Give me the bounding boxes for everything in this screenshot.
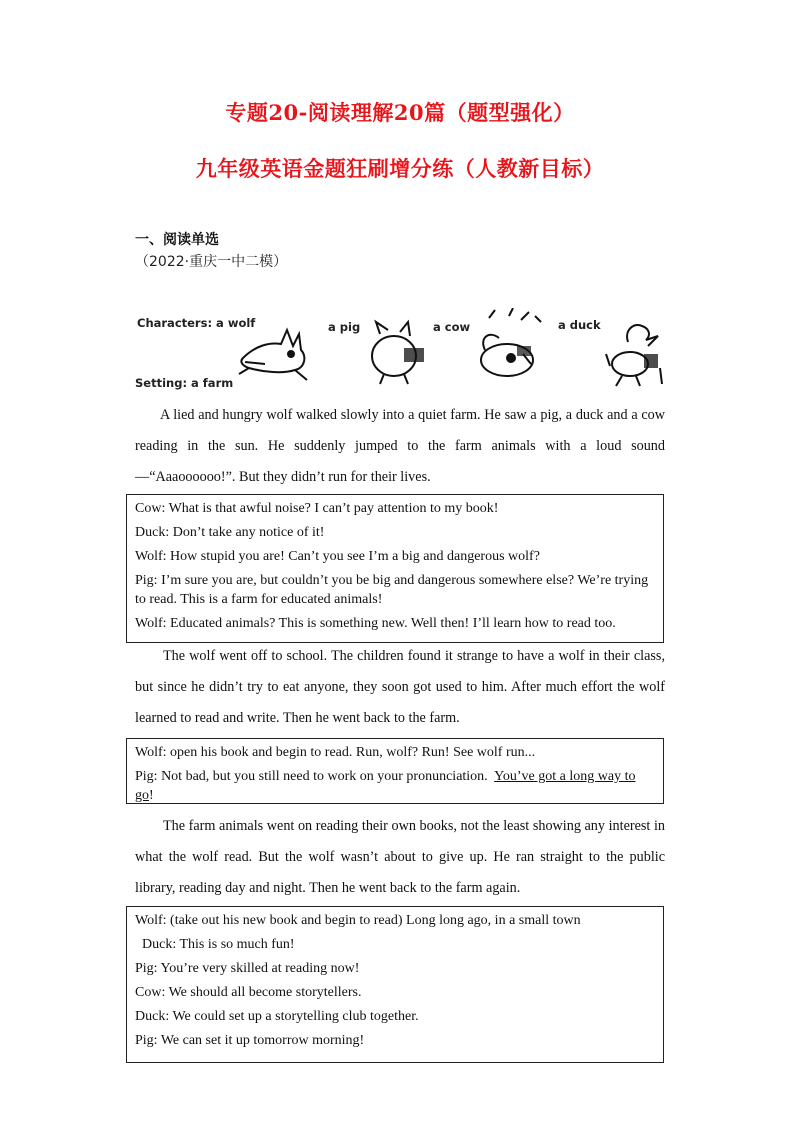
pig-remark: Pig: Not bad, but you still need to work on your pronunciation. [135,769,495,784]
dialogue-box-1 [126,494,664,643]
exclamation-mark: ! [149,788,154,803]
source-note: （2022·重庆一中二模） [135,254,288,270]
dialogue-box-2 [126,738,664,804]
dialogue-line: Pig: I’m sure you are, but couldn’t you be big and dangerous somewhere else? We’re trying to read. This is a farm for educated animals! [135,573,649,607]
dialogue-line: Wolf: open his book and begin to read. Run, wolf? Run! See wolf run... [135,745,536,760]
dialogue-line: Wolf: How stupid you are! Can’t you see I’m a big and dangerous wolf? [135,549,540,564]
dialogue-line: Wolf: Educated animals? This is something new. Well then! I’ll learn how to read too. [135,616,616,631]
dialogue-line: Cow: We should all become storytellers. [135,985,362,1000]
wolf-drawing [235,316,315,382]
dialogue-line: Wolf: (take out his new book and begin to read) Long long ago, in a small town [135,913,581,928]
story-illustration [135,302,667,394]
characters-label: Characters: a wolf [137,316,256,330]
story-paragraph-1: A lied and hungry wolf walked slowly into a quiet farm. He saw a pig, a duck and a cow reading in the sun. He suddenly jumped to the farm animals with a loud sound—“Aaaoooooo!”. But they didn’t run for their lives. [135,407,665,485]
cow-drawing [469,308,549,386]
underlined-phrase: You’ve got a long way to go [135,769,636,803]
dialogue-line: Pig: You’re very skilled at reading now! [135,961,360,976]
pig-drawing [360,318,435,386]
dialogue-line: Duck: This is so much fun! [135,937,295,952]
setting-label: Setting: a farm [135,376,234,390]
cow-label: a cow [433,320,471,334]
pig-label: a pig [328,320,361,334]
dialogue-line: Pig: We can set it up tomorrow morning! [135,1033,365,1048]
story-paragraph-3: The farm animals went on reading their own books, not the least showing any interest in what the wolf read. But the wolf wasn’t about to give up. He ran straight to the public library, reading day and night. Then he went back to the farm again. [135,818,665,896]
dialogue-line: Cow: What is that awful noise? I can’t pay attention to my book! [135,501,499,516]
dialogue-line: Duck: Don’t take any notice of it! [135,525,325,540]
title-line-2: 九年级英语金题狂刷增分练（人教新目标） [195,156,605,181]
story-paragraph-2: The wolf went off to school. The children found it strange to have a wolf in their class, but since he didn’t try to eat anyone, they soon got used to him. After much effort the wolf learned to read and write. Then he went back to the farm. [135,648,665,726]
title-line-1: 专题20-阅读理解20篇（题型强化） [225,100,575,125]
duck-drawing [600,314,670,388]
section-heading: 一、阅读单选 [135,232,219,248]
dialogue-box-3 [126,906,664,1063]
dialogue-line [135,767,655,805]
dialogue-line: Duck: We could set up a storytelling club together. [135,1009,419,1024]
duck-label: a duck [558,318,601,332]
